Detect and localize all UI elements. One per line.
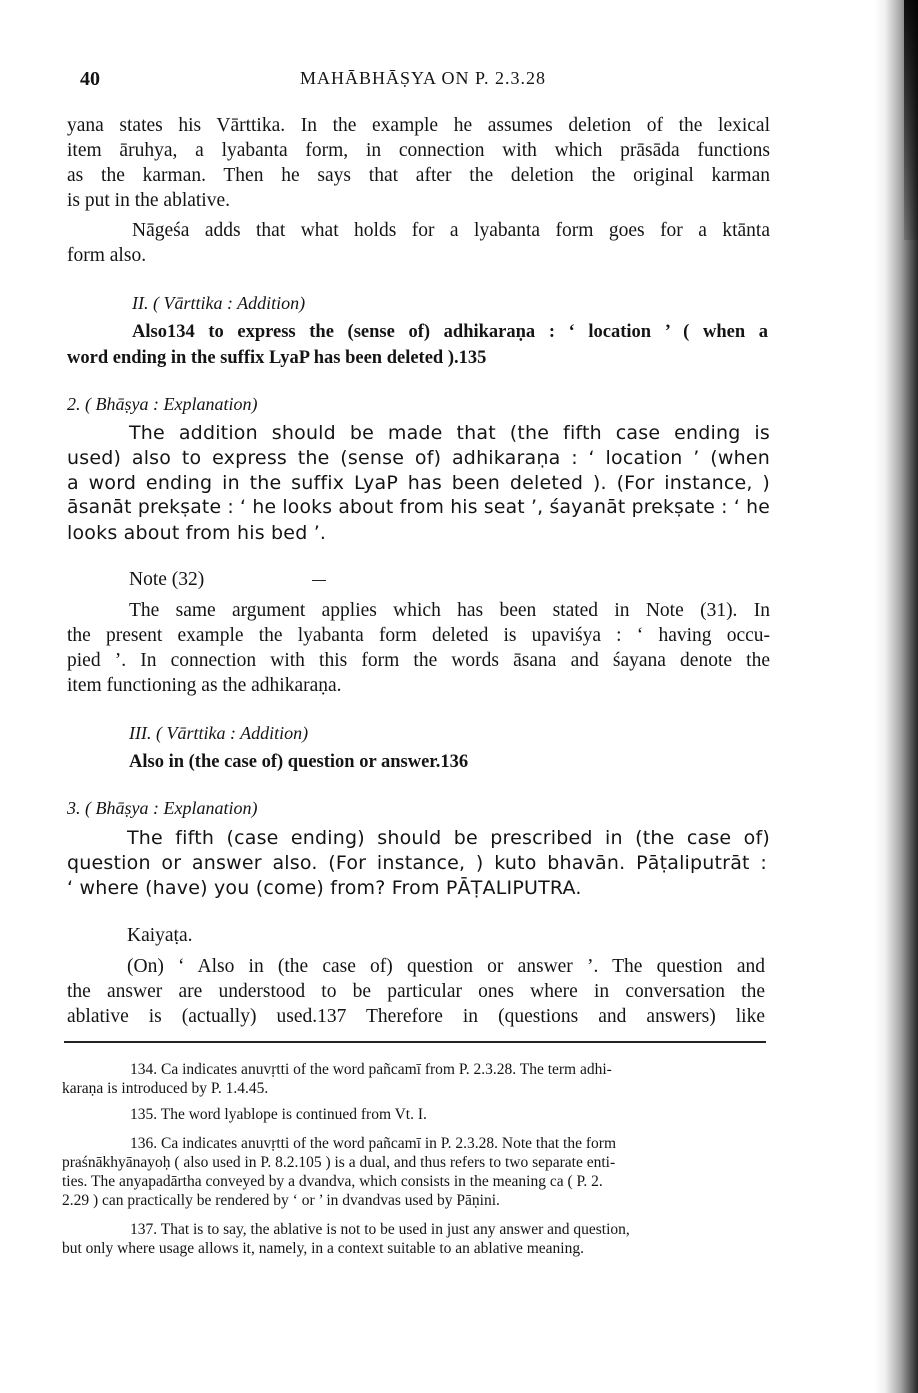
text-line: yana states his Vārttika. In the example he assumes deletion of the lexical xyxy=(67,115,770,136)
bhasya-line: āsanāt prekṣate : ‘ he looks about from his seat ’, śayanāt prekṣate : ‘ he xyxy=(67,497,770,518)
bhasya-line: a word ending in the suffix LyaP has been deleted ). (For instance, ) xyxy=(67,472,770,494)
section-heading: 3. ( Bhāṣya : Explanation) xyxy=(67,798,258,818)
running-title: MAHĀBHĀṢYA ON P. 2.3.28 xyxy=(300,68,547,88)
varttika-text: Also134 to express the (sense of) adhikaraṇa : ‘ location ’ ( when a xyxy=(132,322,768,342)
bhasya-line: question or answer also. (For instance, ) kuto bhavān. Pāṭaliputrāt : xyxy=(67,852,767,874)
bhasya-line: The fifth (case ending) should be prescribed in (the case of) xyxy=(127,827,770,849)
varttika-text: word ending in the suffix LyaP has been deleted ).135 xyxy=(67,348,487,368)
text-line: the answer are understood to be particular ones where in conversation the xyxy=(67,981,765,1002)
text-line: The same argument applies which has been stated in Note (31). In xyxy=(129,600,770,621)
varttika-text: Also in (the case of) question or answer.136 xyxy=(129,752,469,772)
footnote-rule xyxy=(64,1041,766,1043)
bhasya-line: The addition should be made that (the fifth case ending is xyxy=(129,422,770,444)
text-line: item functioning as the adhikaraṇa. xyxy=(67,675,342,696)
footnote-line: ties. The anyapadārtha conveyed by a dvandva, which consists in the meaning ca ( P. 2. xyxy=(62,1173,603,1190)
text-line: pied ’. In connection with this form the words āsana and śayana denote the xyxy=(67,650,770,671)
text-line: the present example the lyabanta form deleted is upaviśya : ‘ having occu- xyxy=(67,625,770,646)
text-line: as the karman. Then he says that after the deletion the original karman xyxy=(67,165,770,186)
dash-mark xyxy=(312,580,326,581)
section-heading: 2. ( Bhāṣya : Explanation) xyxy=(67,394,258,414)
footnote-line: karaṇa is introduced by P. 1.4.45. xyxy=(62,1080,269,1097)
section-heading: II. ( Vārttika : Addition) xyxy=(132,293,306,313)
footnote-line: 137. That is to say, the ablative is not to be used in just any answer and question, xyxy=(130,1221,630,1238)
section-heading: III. ( Vārttika : Addition) xyxy=(129,723,309,743)
text-line: ablative is (actually) used.137 Therefore in (questions and answers) like xyxy=(67,1006,765,1027)
text-line: is put in the ablative. xyxy=(67,190,231,211)
footnote-line: 2.29 ) can practically be rendered by ‘ or ’ in dvandvas used by Pāṇini. xyxy=(62,1192,500,1209)
commentator-heading: Kaiyaṭa. xyxy=(127,925,193,946)
note-heading: Note (32) xyxy=(129,569,205,590)
footnote-line: 135. The word lyablope is continued from Vt. I. xyxy=(130,1106,427,1123)
bhasya-line: ‘ where (have) you (come) from? From PĀṬALIPUTRA. xyxy=(67,877,582,899)
text-line: item āruhya, a lyabanta form, in connection with which prāsāda functions xyxy=(67,140,770,161)
footnote-line: 134. Ca indicates anuvṛtti of the word pañcamī from P. 2.3.28. The term adhi- xyxy=(130,1061,612,1078)
text-line: Nāgeśa adds that what holds for a lyabanta form goes for a ktānta xyxy=(132,220,770,241)
footnote-line: 136. Ca indicates anuvṛtti of the word pañcamī in P. 2.3.28. Note that the form xyxy=(130,1135,616,1152)
text-line: (On) ‘ Also in (the case of) question or answer ’. The question and xyxy=(127,956,765,977)
footnote-line: but only where usage allows it, namely, in a context suitable to an ablative meaning. xyxy=(62,1240,584,1257)
footnote-line: praśnākhyānayoḥ ( also used in P. 8.2.105 ) is a dual, and thus refers to two separate enti- xyxy=(62,1154,616,1171)
page-edge-shadow-top xyxy=(904,0,918,240)
bhasya-line: looks about from his bed ’. xyxy=(67,522,327,544)
bhasya-line: used) also to express the (sense of) adhikaraṇa : ‘ location ’ (when xyxy=(67,447,770,469)
text-line: form also. xyxy=(67,245,147,266)
page-number: 40 xyxy=(80,68,100,90)
